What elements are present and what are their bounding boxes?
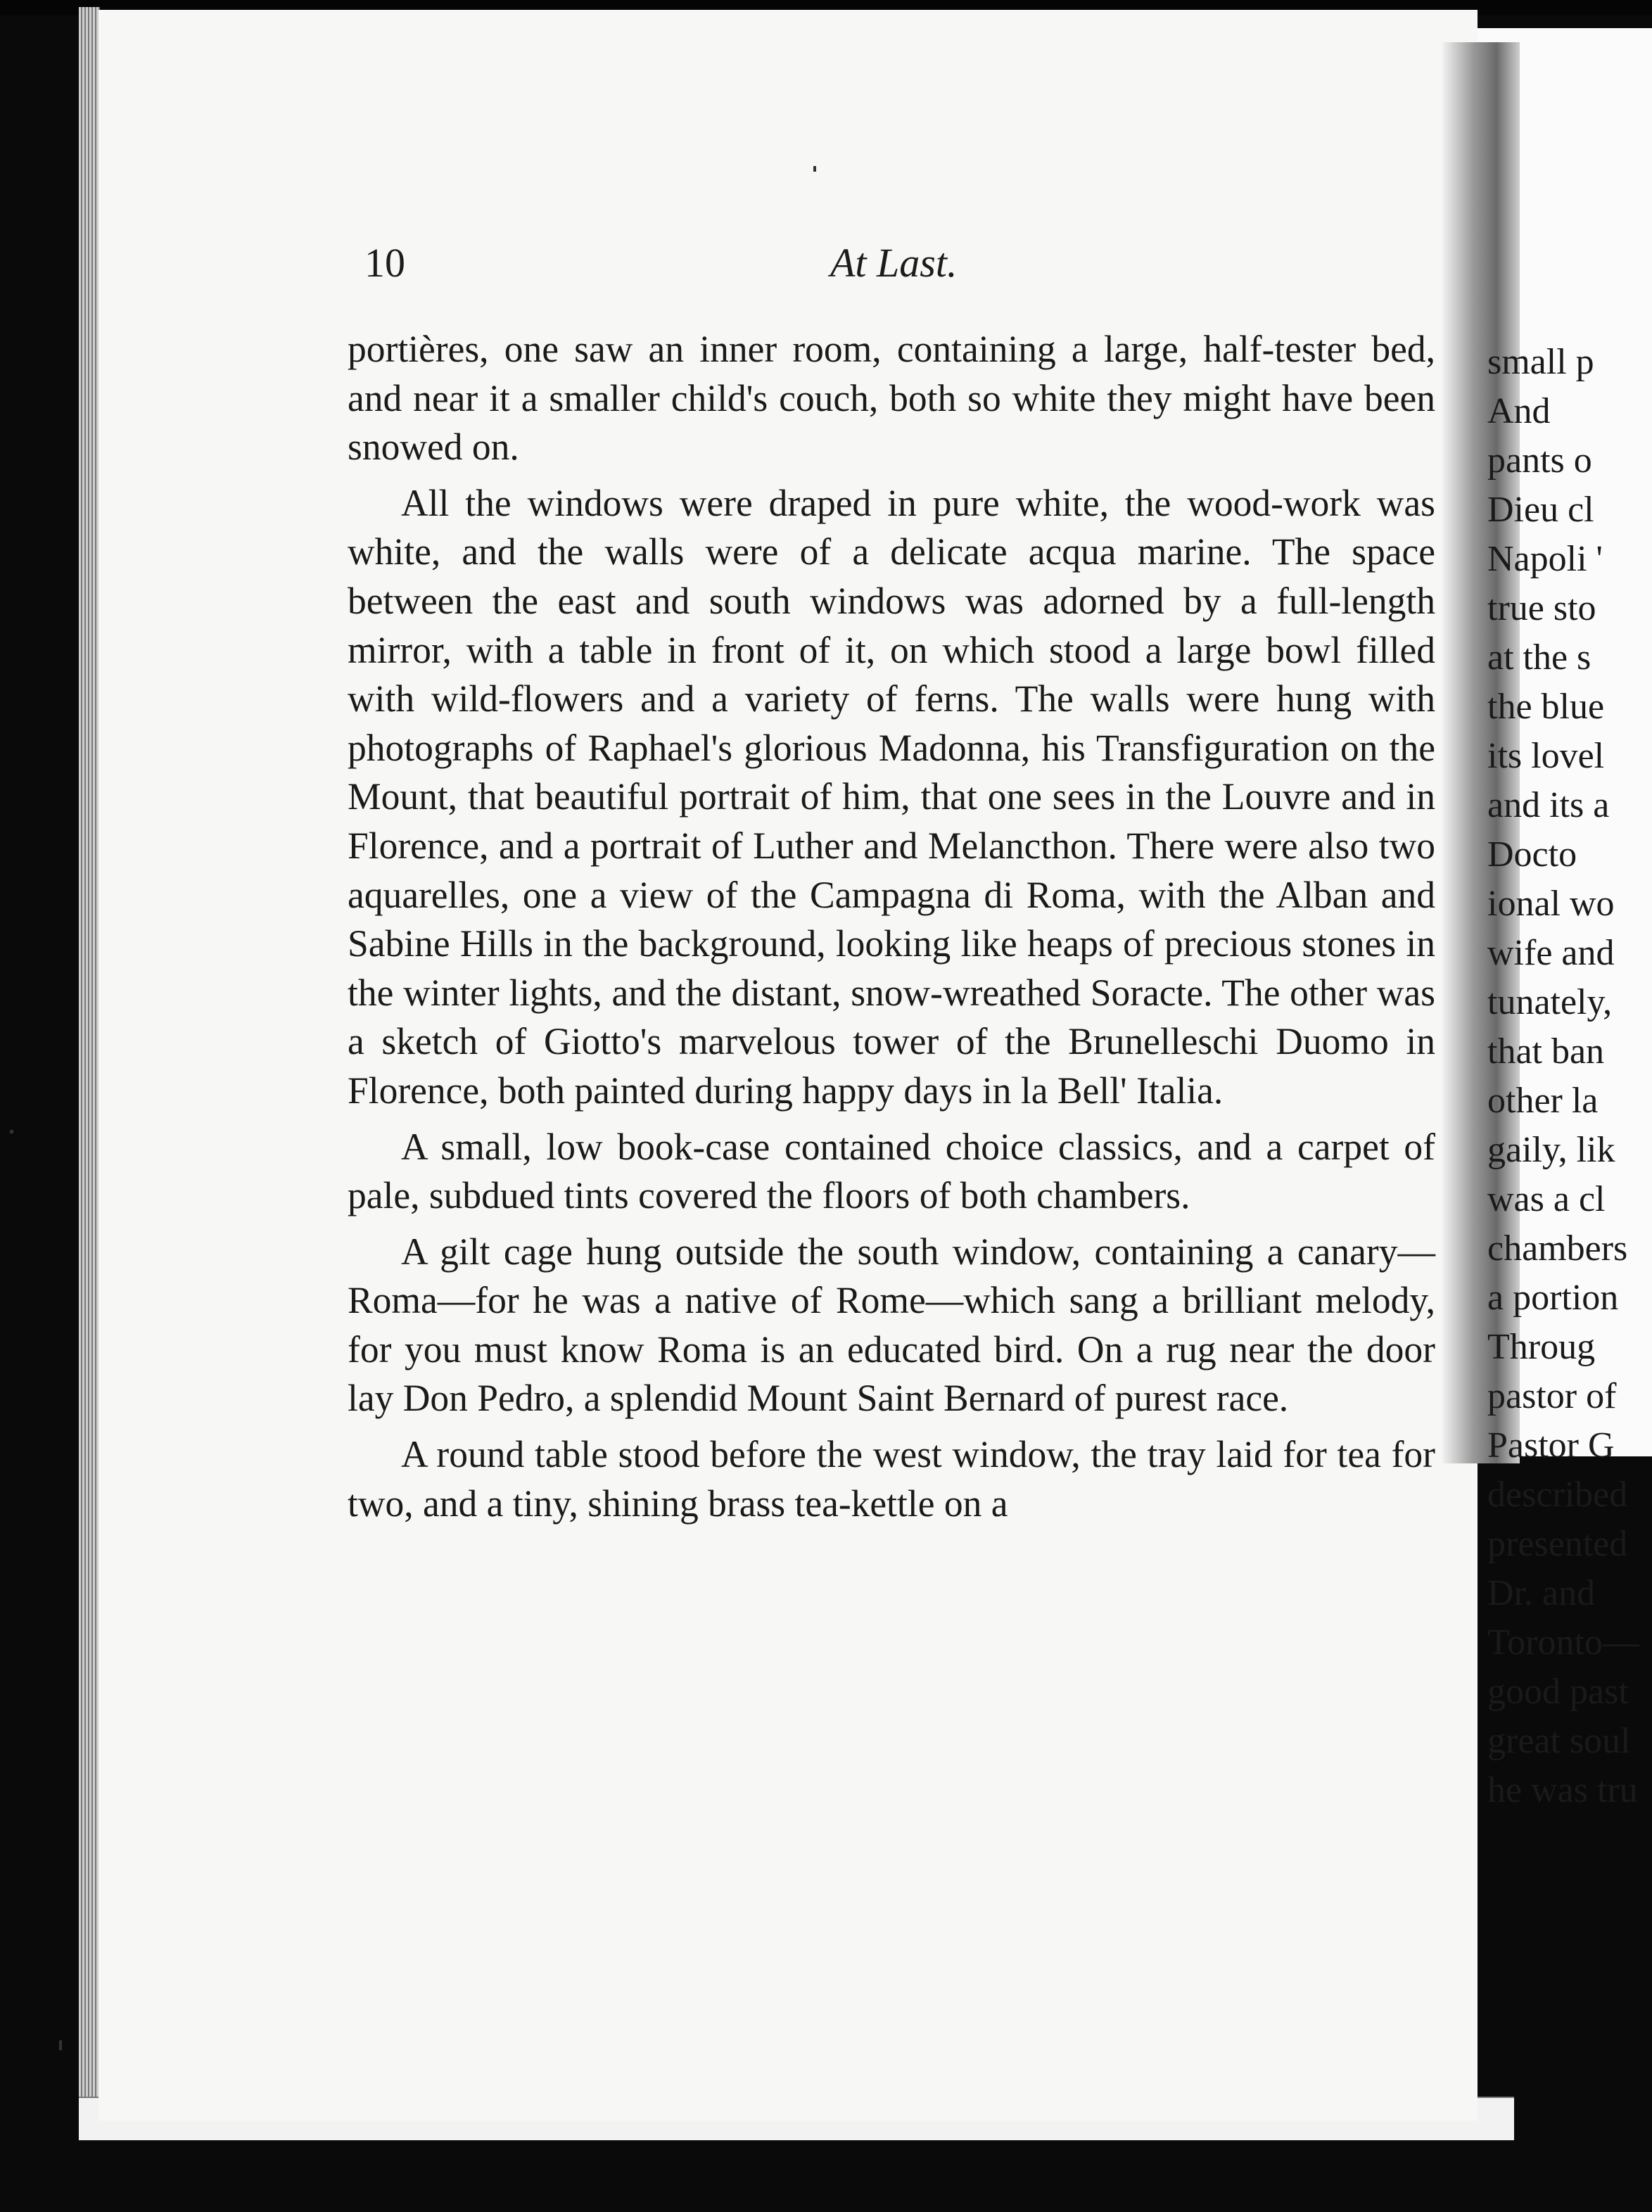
facing-page-line: the blue: [1487, 687, 1605, 727]
page-edge-stack: [79, 7, 100, 2125]
facing-page-line: chambers: [1487, 1228, 1628, 1269]
facing-page-line: that ban: [1487, 1031, 1605, 1072]
facing-page-line: tunately,: [1487, 982, 1613, 1022]
facing-page-line: a portion: [1487, 1278, 1619, 1318]
paragraph: A gilt cage hung outside the south window, containing a canary—Roma—for he was a native of Rome—which sang a brilliant melody, for you must know Roma is an educated bird. On a rug near the door lay Don Pedro, a splendid Mount Saint Bernard of purest race.: [348, 1230, 1435, 1420]
scan-speck: [813, 166, 816, 172]
facing-page-line: Napoli ': [1487, 539, 1603, 579]
facing-page-line: Toronto—: [1487, 1622, 1639, 1663]
paragraph: portières, one saw an inner room, containing a large, half-tester bed, and near it a smaller child's couch, both so white they might have been snowed on.: [348, 328, 1435, 469]
paragraph: All the windows were draped in pure white, the wood-work was white, and the walls were of a delicate acqua marine. The space between the east and south windows was adorned by a full-length mirror, with a table in front of it, on which stood a large bowl filled with wild-flowers and a variety of ferns. The walls were hung with photographs of Raphael's glorious Madonna, his Transfiguration on the Mount, that beautiful portrait of him, that one sees in the Louvre and in Florence, and a portrait of Luther and Melancthon. There were also two aquarelles, one a view of the Campagna di Roma, with the Alban and Sabine Hills in the background, looking like heaps of precious stones in the winter lights, and the distant, snow-wreathed Soracte. The other was a sketch of Giotto's marvelous tower of the Brunelleschi Duomo in Florence, both painted during happy days in la Bell' Italia.: [348, 481, 1435, 1112]
facing-page-line: small p: [1487, 342, 1594, 382]
facing-page-line: great soul: [1487, 1721, 1631, 1761]
facing-page-line: Dieu cl: [1487, 490, 1594, 530]
facing-page-line: Dr. and: [1487, 1573, 1596, 1613]
facing-page-line: true sto: [1487, 588, 1596, 628]
facing-page-line: was a cl: [1487, 1179, 1606, 1219]
facing-page-line: And: [1487, 391, 1551, 431]
page-body: [348, 325, 1435, 1528]
facing-page-line: he was tru: [1487, 1770, 1638, 1810]
running-title: At Last.: [830, 240, 958, 286]
facing-page-line: at the s: [1487, 637, 1591, 678]
facing-page-line: Docto: [1487, 834, 1577, 875]
paragraph: A small, low book-case contained choice classics, and a carpet of pale, subdued tints covered the floors of both chambers.: [348, 1125, 1435, 1217]
page-number: 10: [364, 240, 405, 286]
facing-page-line: good past: [1487, 1672, 1629, 1712]
facing-page-line: pants o: [1487, 440, 1592, 481]
facing-page-line: wife and: [1487, 933, 1615, 973]
facing-page-line: pastor of: [1487, 1376, 1617, 1416]
facing-page-line: ional wo: [1487, 884, 1615, 924]
scan-speck: [59, 2040, 62, 2050]
facing-page-line: Pastor G: [1487, 1425, 1615, 1466]
facing-page-line: its lovel: [1487, 736, 1605, 776]
facing-page-line: described: [1487, 1475, 1628, 1515]
facing-page-line: presented: [1487, 1524, 1628, 1564]
facing-page-line: and its a: [1487, 785, 1610, 825]
facing-page-line: other la: [1487, 1081, 1599, 1121]
facing-page-line: Throug: [1487, 1327, 1596, 1367]
scan-speck: [10, 1130, 13, 1133]
paragraph: A round table stood before the west window, the tray laid for tea for two, and a tiny, shining brass tea-kettle on a: [348, 1433, 1435, 1525]
facing-page-line: gaily, lik: [1487, 1130, 1615, 1170]
